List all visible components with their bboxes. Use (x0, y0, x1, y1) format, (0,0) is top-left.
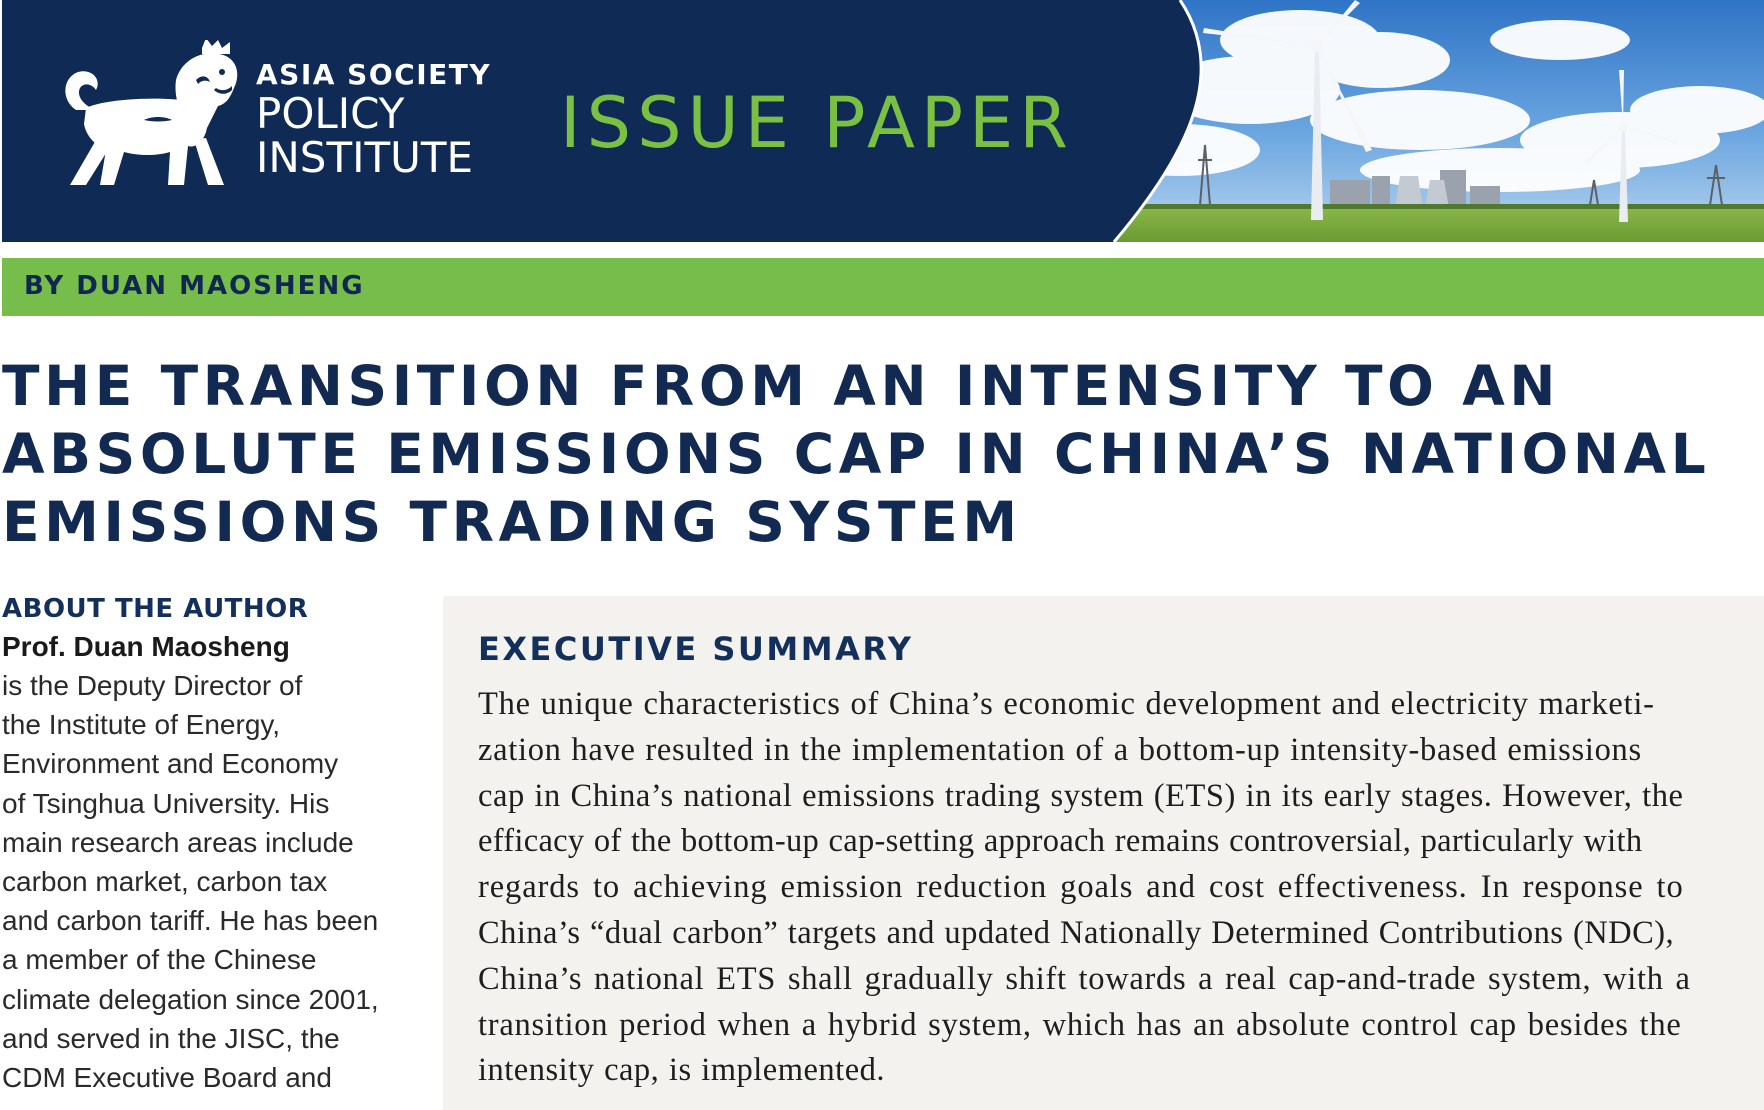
logo-line-policy: POLICY (256, 89, 405, 138)
summary-line: zation have resulted in the implementation of a bottom-up intensity-based emissions (478, 731, 1642, 768)
about-author-heading: ABOUT THE AUTHOR (2, 594, 309, 624)
author-bio-line: Environment and Economy (2, 748, 339, 780)
summary-line: China’s “dual carbon” targets and updated Nationally Determined Contributions (NDC), (478, 914, 1675, 951)
summary-line: efficacy of the bottom-up cap-setting approach remains controversial, particularly with (478, 823, 1643, 860)
summary-line: intensity cap, is implemented. (478, 1052, 886, 1089)
executive-summary-heading: EXECUTIVE SUMMARY (478, 630, 914, 668)
author-bio-line: is the Deputy Director of (2, 670, 303, 701)
byline-bar (2, 258, 1764, 316)
report-header (0, 0, 1764, 242)
summary-line: regards to achieving emission reduction goals and cost effectiveness. In response to (478, 869, 1684, 906)
author-bio-line: CDM Executive Board and (2, 1062, 332, 1094)
executive-summary-text (478, 682, 1691, 1094)
logo-line-institute: INSTITUTE (256, 133, 474, 182)
author-bio (2, 666, 432, 1097)
author-bio-line: main research areas include (2, 826, 354, 858)
author-bio-line: climate delegation since 2001, (2, 983, 379, 1015)
about-author-section (2, 592, 432, 1097)
paper-title: THE TRANSITION FROM AN INTENSITY TO AN ABSOLUTE EMISSIONS CAP IN CHINA’S NATIONAL EMISSIONS TRADING SYSTEM (2, 354, 1711, 554)
author-bio-line: the Institute of Energy, (2, 709, 281, 741)
summary-line: China’s national ETS shall gradually shift towards a real cap-and-trade system, with a (478, 960, 1691, 997)
byline: BY DUAN MAOSHENG (24, 271, 365, 301)
summary-line: The unique characteristics of China’s economic development and electricity marketi- (478, 686, 1655, 722)
executive-summary-box (443, 596, 1764, 1110)
summary-line: transition period when a hybrid system, which has an absolute control cap besides the (478, 1006, 1682, 1043)
author-bio-line: and served in the JISC, the (2, 1022, 340, 1054)
asia-society-logo[interactable] (56, 40, 492, 190)
author-bio-line: of Tsinghua University. His (2, 787, 330, 819)
author-name: Prof. Duan Maosheng (2, 631, 290, 662)
summary-line: cap in China’s national emissions trading system (ETS) in its early stages. However, the (478, 777, 1684, 814)
author-bio-line: a member of the Chinese (2, 944, 317, 976)
author-bio-line: carbon market, carbon tax (2, 866, 328, 898)
author-bio-line: and carbon tariff. He has been (2, 905, 379, 937)
doc-type-label: ISSUE PAPER (560, 82, 1074, 164)
logo-line-asia-society: ASIA SOCIETY (256, 58, 492, 91)
logo-wordmark (256, 58, 491, 180)
lion-icon (56, 40, 246, 190)
